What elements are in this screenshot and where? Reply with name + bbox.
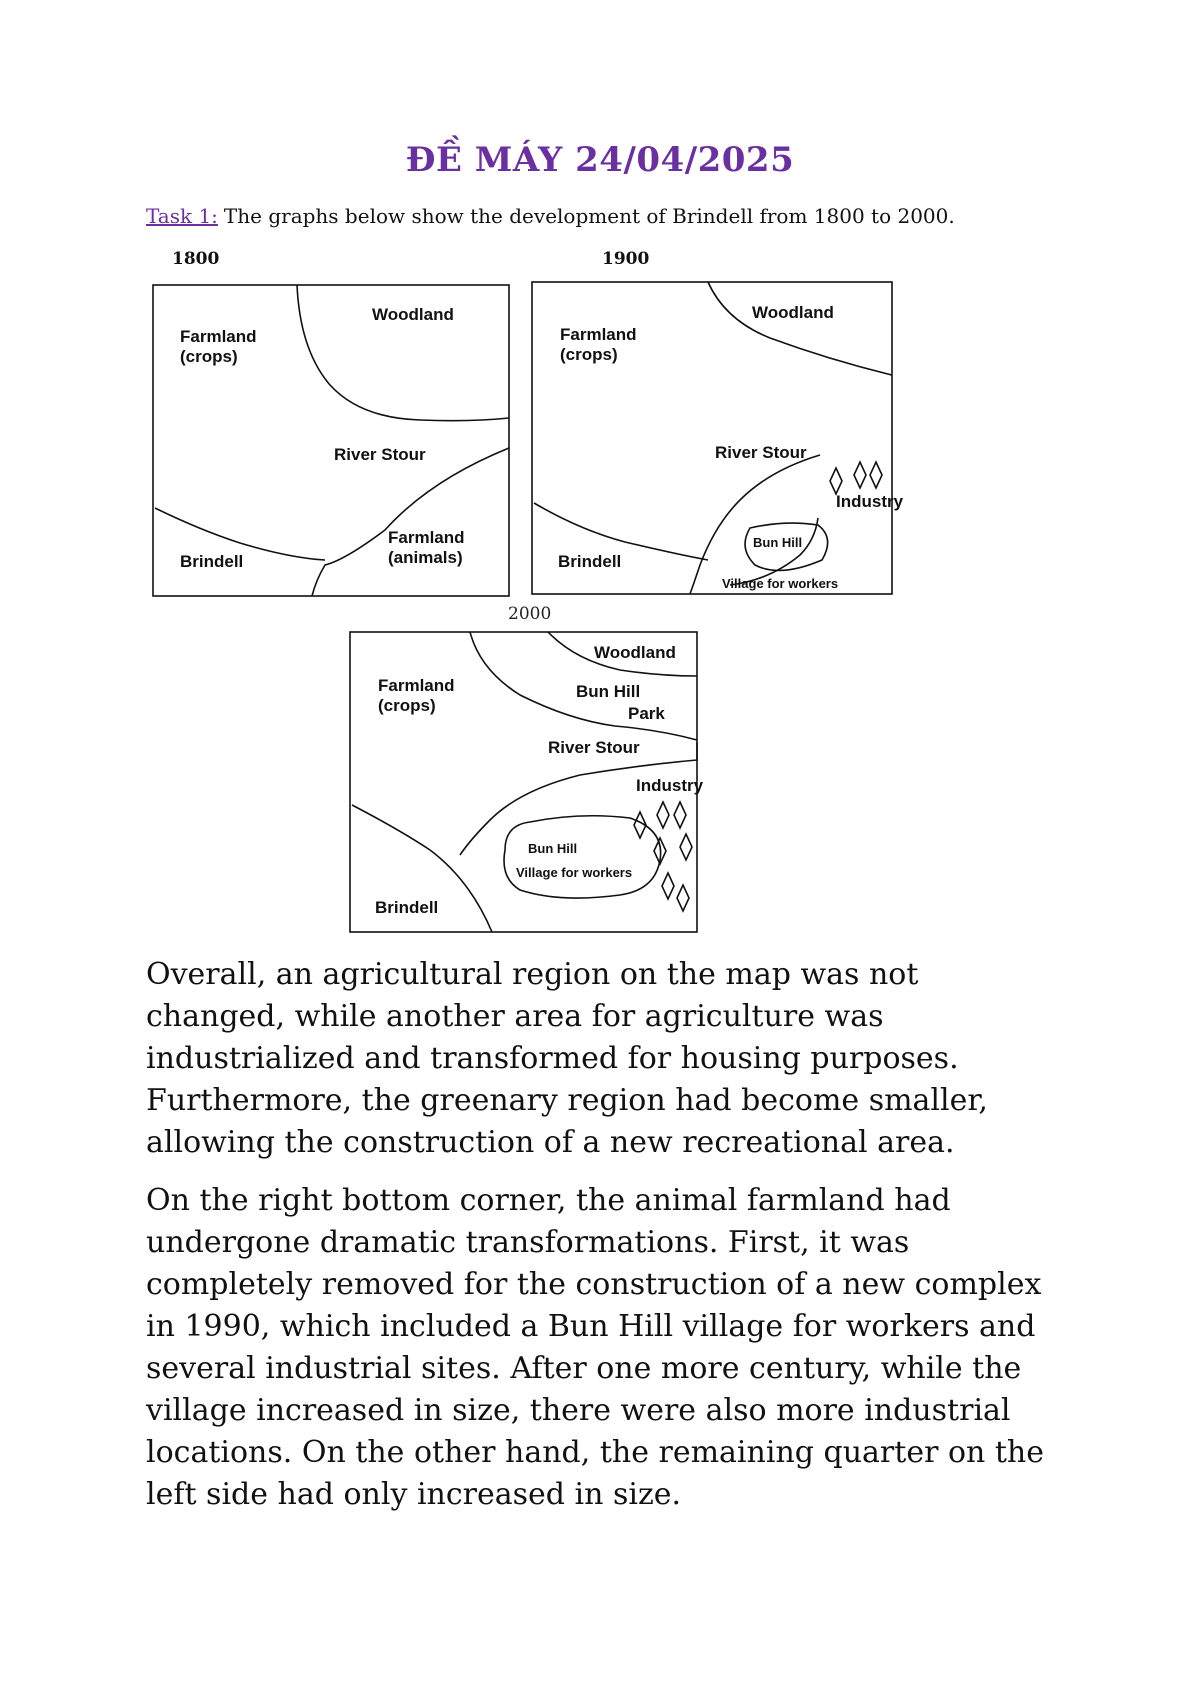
map-2000-industry-icons xyxy=(634,802,692,911)
map-1800-town-label: Brindell xyxy=(180,552,244,571)
map-1900-industry-label: Industry xyxy=(836,492,904,511)
map-1900-farmland-crops-label: Farmland xyxy=(560,325,637,344)
map-2000-woodland-label: Woodland xyxy=(594,643,676,662)
industry-diamond-icon xyxy=(657,802,669,828)
map-1900-river-label: River Stour xyxy=(715,443,807,462)
map-1800-farmland-crops-label: Farmland xyxy=(180,327,257,346)
industry-diamond-icon xyxy=(677,885,689,911)
map-2000-village-label: Village for workers xyxy=(516,865,633,880)
map-1900-village-label: Village for workers xyxy=(722,576,839,591)
map-1900-woodland-label: Woodland xyxy=(752,303,834,322)
task-prompt xyxy=(146,204,1106,228)
map-1900-woodland-boundary xyxy=(708,282,892,375)
map-2000-industry-label: Industry xyxy=(636,776,704,795)
map-1900-bun-hill-label: Bun Hill xyxy=(753,535,803,550)
industry-diamond-icon xyxy=(854,462,866,488)
task-text: The graphs below show the development of Brindell from 1800 to 2000. xyxy=(223,204,955,228)
map-1900-river-east xyxy=(690,455,820,594)
essay-paragraph-overview: Overall, an agricultural region on the map was not changed, while another area for agriculture was industrialized and transformed for housing purposes. Furthermore, the greenary region had become smaller, allowing the construction of a new recreational area. xyxy=(146,957,988,1160)
industry-diamond-icon xyxy=(830,468,842,494)
page-title: ĐỀ MÁY 24/04/2025 xyxy=(405,140,795,180)
map-2000-park-label: Bun Hill xyxy=(576,682,641,701)
map-1900-industry-icons xyxy=(830,462,882,494)
industry-diamond-icon xyxy=(680,834,692,860)
map-1900-year: 1900 xyxy=(602,249,650,269)
map-1800-farmland-crops-sublabel: (crops) xyxy=(180,347,238,366)
map-1900-village-road xyxy=(730,518,818,585)
map-2000-year: 2000 xyxy=(508,604,552,624)
map-1800-woodland-label: Woodland xyxy=(372,305,454,324)
industry-diamond-icon xyxy=(870,462,882,488)
map-1900-town-label: Brindell xyxy=(558,552,622,571)
map-1800-river-east xyxy=(312,448,509,596)
map-1900-farmland-crops-sublabel: (crops) xyxy=(560,345,618,364)
industry-diamond-icon xyxy=(674,802,686,828)
map-1800-year: 1800 xyxy=(172,249,220,269)
task-label: Task 1: xyxy=(146,204,218,228)
maps-figure xyxy=(0,240,1200,940)
essay-paragraph-details: On the right bottom corner, the animal farmland had undergone dramatic transformations. First, it was completely removed for the construction of a new complex in 1990, which included a Bun Hill village for workers and several industrial sites. After one more century, while the village increased in size, there were also more industrial locations. On the other hand, the remaining quarter on the left side had only increased in size. xyxy=(146,1183,1044,1512)
map-1800-river-label: River Stour xyxy=(334,445,426,464)
map-1800-farmland-animals-label: Farmland xyxy=(388,528,465,547)
map-2000-farmland-crops-sublabel: (crops) xyxy=(378,696,436,715)
map-1800-farmland-animals-sublabel: (animals) xyxy=(388,548,463,567)
map-2000-farmland-crops-label: Farmland xyxy=(378,676,455,695)
map-2000-river-label: River Stour xyxy=(548,738,640,757)
map-2000-bun-hill-label: Bun Hill xyxy=(528,841,578,856)
industry-diamond-icon xyxy=(662,873,674,899)
map-2000-river-east xyxy=(460,742,697,855)
map-2000-bun-hill-village-outline xyxy=(504,816,661,898)
map-2000-park-sublabel: Park xyxy=(628,704,665,723)
map-2000-town-label: Brindell xyxy=(375,898,439,917)
